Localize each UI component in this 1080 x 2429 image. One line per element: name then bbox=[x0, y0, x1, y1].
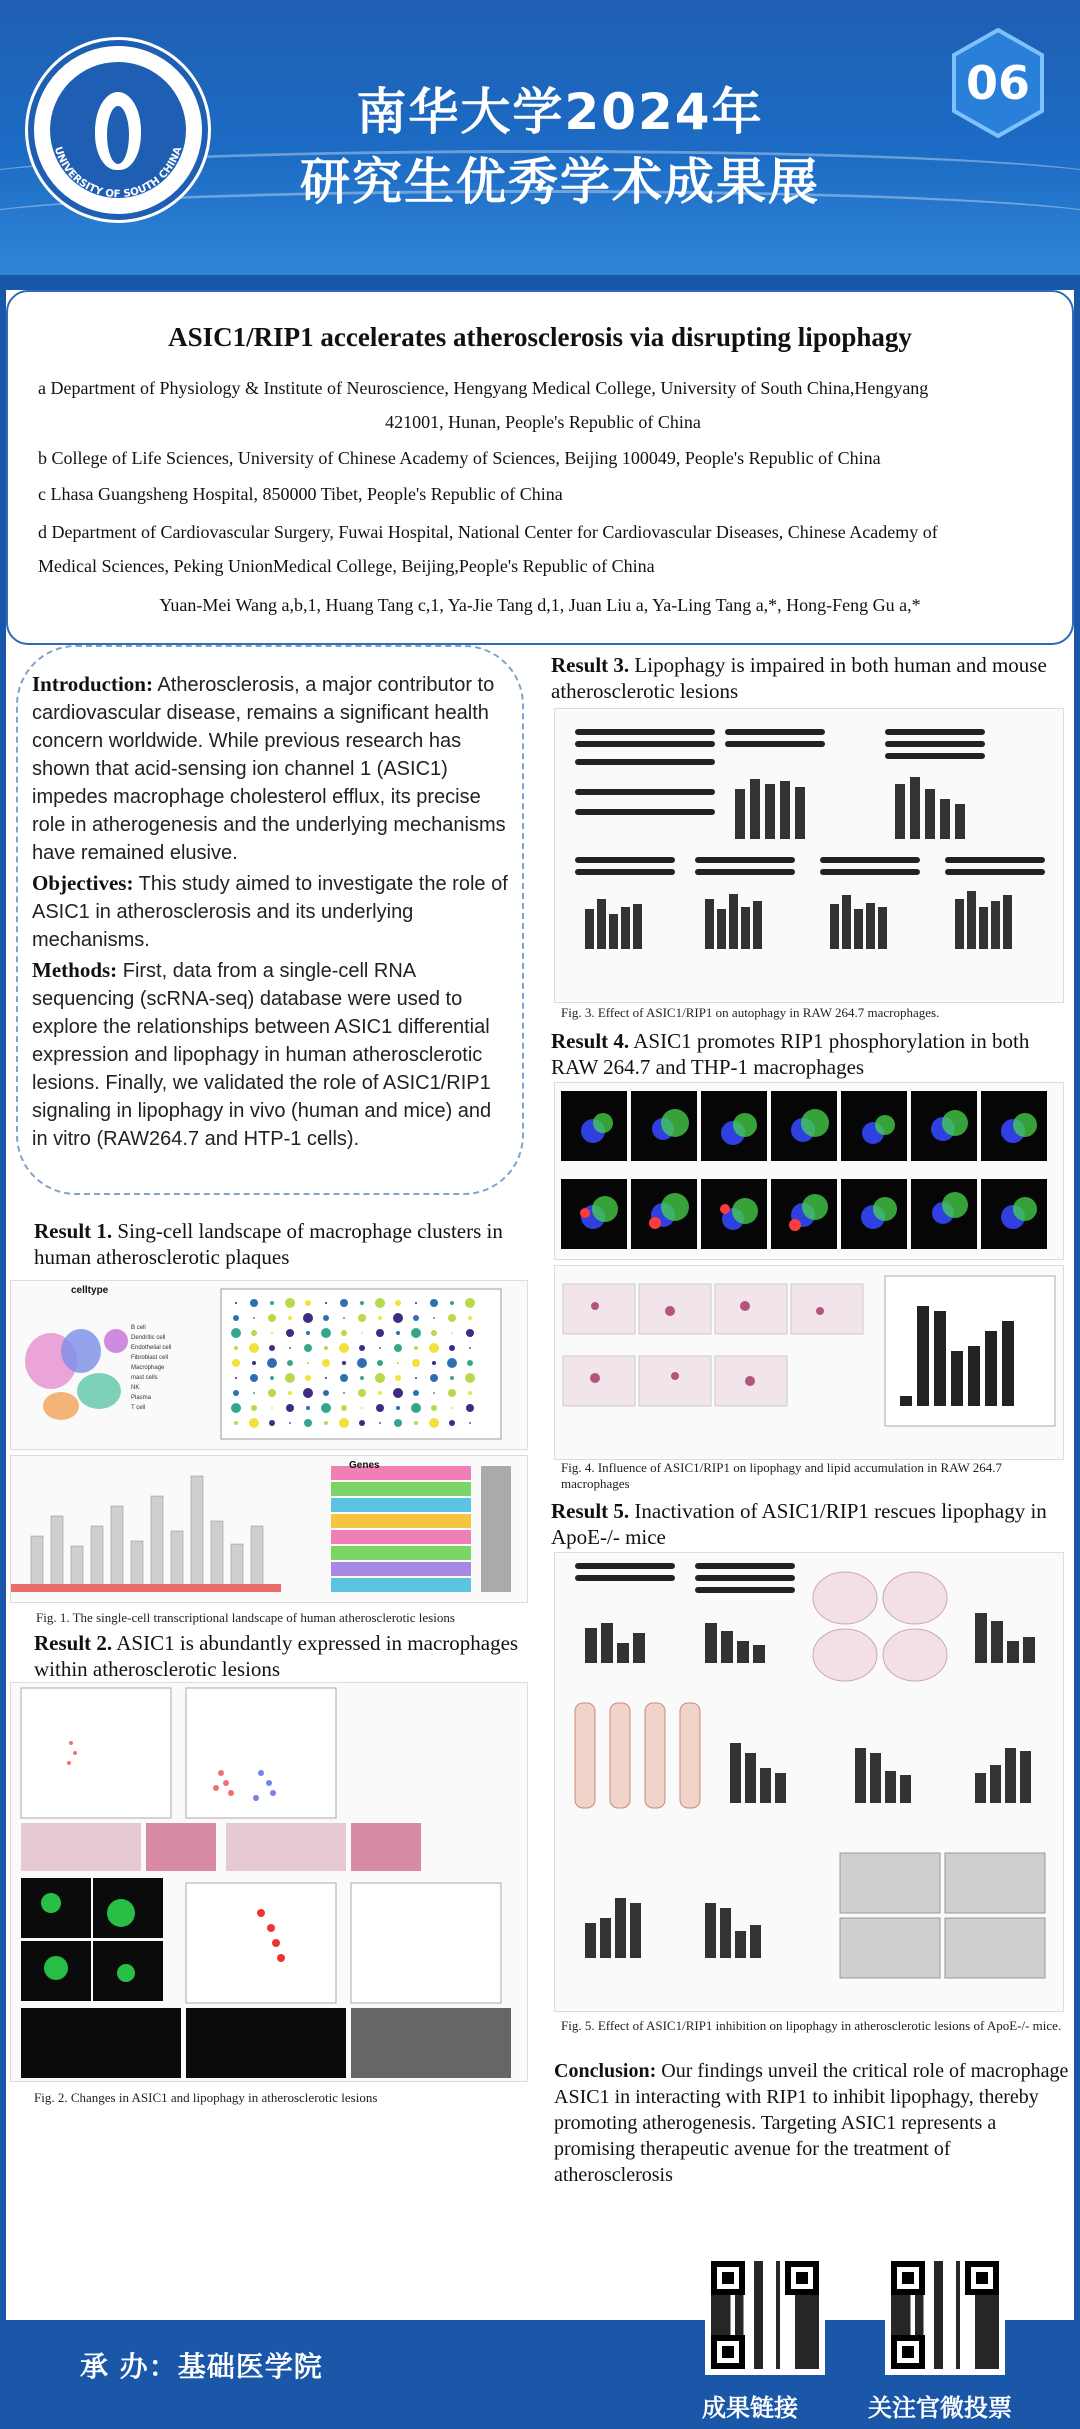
dotplot-dot bbox=[323, 1315, 329, 1321]
result4-label: Result 4. bbox=[551, 1029, 630, 1053]
fig1-caption: Fig. 1. The single-cell transcriptional landscape of human atherosclerotic lesions bbox=[36, 1610, 455, 1625]
dotplot-dot bbox=[285, 1373, 295, 1383]
dotplot-dot bbox=[269, 1420, 275, 1426]
dotplot-dot bbox=[414, 1421, 418, 1425]
dotplot-dot bbox=[359, 1420, 365, 1426]
exhibition-title-line2: 研究生优秀学术成果展 bbox=[300, 153, 820, 211]
dotplot-dot bbox=[375, 1298, 385, 1308]
dotplot-dot bbox=[303, 1388, 313, 1398]
result2-label: Result 2. bbox=[34, 1631, 113, 1655]
dotplot-dot bbox=[306, 1406, 310, 1410]
dotplot-dot bbox=[429, 1418, 439, 1428]
dotplot-dot bbox=[233, 1315, 239, 1321]
dotplot-dot bbox=[286, 1329, 294, 1337]
fig2-caption: Fig. 2. Changes in ASIC1 and lipophagy in atherosclerotic lesions bbox=[34, 2090, 378, 2105]
dotplot-dot bbox=[325, 1302, 327, 1304]
dotplot-dot bbox=[469, 1422, 471, 1424]
dotplot-dot bbox=[379, 1347, 381, 1349]
dotplot-dot bbox=[231, 1403, 241, 1413]
objectives-text: This study aimed to investigate the role of ASIC1 in atherosclerosis and its underlying mechanisms. bbox=[32, 873, 508, 951]
dotplot-dot bbox=[360, 1301, 364, 1305]
dotplot-dot bbox=[395, 1300, 401, 1306]
dotplot-dot bbox=[469, 1347, 471, 1349]
dotplot-dot bbox=[451, 1407, 453, 1409]
dotplot-dot bbox=[433, 1317, 435, 1319]
dotplot-dot bbox=[468, 1316, 472, 1320]
dotplot-dot bbox=[414, 1346, 418, 1350]
dotplot-dot bbox=[393, 1313, 403, 1323]
result5-title: Inactivation of ASIC1/RIP1 rescues lipophagy in ApoE-/- mice bbox=[551, 1499, 1047, 1549]
dotplot-dot bbox=[339, 1343, 349, 1353]
host-label: 主 办： bbox=[80, 2250, 178, 2283]
dotplot-dot bbox=[375, 1373, 385, 1383]
title-box bbox=[6, 290, 1074, 645]
dotplot-dot bbox=[267, 1358, 277, 1368]
dotplot-dot bbox=[396, 1406, 400, 1410]
dotplot-dot bbox=[450, 1376, 454, 1380]
dotplot-dot bbox=[253, 1392, 255, 1394]
dotplot-dot bbox=[269, 1345, 275, 1351]
result1-title: Sing-cell landscape of macrophage clusters in human atherosclerotic plaques bbox=[34, 1219, 503, 1269]
dotplot-dot bbox=[304, 1419, 312, 1427]
qr-code-vote[interactable] bbox=[885, 2255, 1005, 2375]
dotplot-dot bbox=[234, 1421, 238, 1425]
svg-text:Plasma: Plasma bbox=[131, 1395, 152, 1401]
fig1-celltype-label: celltype bbox=[71, 1285, 109, 1296]
dotplot-dot bbox=[271, 1332, 273, 1334]
dotplot-dot bbox=[251, 1405, 257, 1411]
result1-label: Result 1. bbox=[34, 1219, 113, 1243]
dotplot-dot bbox=[358, 1314, 366, 1322]
svg-text:T cell: T cell bbox=[131, 1405, 146, 1411]
dotplot-dot bbox=[342, 1361, 346, 1365]
dotplot-dot bbox=[268, 1314, 276, 1322]
affiliation-c: c Lhasa Guangsheng Hospital, 850000 Tibet, People's Republic of China bbox=[38, 484, 563, 504]
conclusion-label: Conclusion: bbox=[554, 2060, 657, 2082]
author-list: Yuan-Mei Wang a,b,1, Huang Tang c,1, Ya-Jie Tang d,1, Juan Liu a, Ya-Ling Tang a,*, Hong-Feng Gu a,* bbox=[159, 595, 921, 615]
dotplot-dot bbox=[360, 1376, 364, 1380]
dotplot-dot bbox=[234, 1346, 238, 1350]
dotplot-dot bbox=[250, 1374, 258, 1382]
host-name: 党委研究生工作部/研究生院 bbox=[177, 2250, 537, 2283]
dotplot-dot bbox=[249, 1343, 259, 1353]
svg-text:NK: NK bbox=[131, 1385, 140, 1391]
fig1-genes-label: Genes bbox=[349, 1460, 380, 1471]
dotplot-dot bbox=[465, 1373, 475, 1383]
dotplot-dot bbox=[232, 1359, 240, 1367]
dotplot-dot bbox=[415, 1377, 417, 1379]
dotplot-dot bbox=[451, 1332, 453, 1334]
dotplot-dot bbox=[397, 1362, 399, 1364]
result1-heading bbox=[34, 1218, 534, 1270]
paper-card bbox=[6, 290, 1074, 2320]
dotplot-dot bbox=[305, 1300, 311, 1306]
svg-text:B cell: B cell bbox=[131, 1325, 146, 1331]
fig4-caption: Fig. 4. Influence of ASIC1/RIP1 on lipophagy and lipid accumulation in RAW 264.7 macrophages bbox=[561, 1460, 1003, 1491]
svg-text:Macrophage: Macrophage bbox=[131, 1365, 165, 1371]
fig4-confocal-panels bbox=[554, 1082, 1064, 1260]
fig3-caption: Fig. 3. Effect of ASIC1/RIP1 on autophagy in RAW 264.7 macrophages. bbox=[561, 1005, 940, 1020]
dotplot-dot bbox=[430, 1374, 438, 1382]
dotplot-dot bbox=[306, 1331, 310, 1335]
dotplot-dot bbox=[395, 1375, 401, 1381]
methods-text: First, data from a single-cell RNA sequencing (scRNA-seq) database were used to explore the relationships between ASIC1 differential expression and lipophagy in human atherosclerotic lesions. Finally, we validated the role of ASIC1/RIP1 signaling in lipophagy in vivo (human and mice) and in vitro (RAW264.7 and HTP-1 cells). bbox=[32, 960, 492, 1150]
objectives-label: Objectives: bbox=[32, 871, 134, 895]
dotplot-dot bbox=[270, 1376, 274, 1380]
dotplot-dot bbox=[358, 1389, 366, 1397]
dotplot-dot bbox=[376, 1329, 384, 1337]
dotplot-dot bbox=[378, 1316, 382, 1320]
dotplot-dot bbox=[325, 1377, 327, 1379]
dotplot-dot bbox=[431, 1330, 437, 1336]
dotplot-dot bbox=[429, 1343, 439, 1353]
dotplot-dot bbox=[341, 1330, 347, 1336]
dotplot-dot bbox=[321, 1328, 331, 1338]
dotplot-dot bbox=[340, 1299, 348, 1307]
fig4-oil-red-panels bbox=[554, 1265, 1064, 1460]
logo-ring-text bbox=[34, 46, 202, 214]
dotplot-dot bbox=[343, 1317, 345, 1319]
result5-label: Result 5. bbox=[551, 1499, 630, 1523]
dotplot-dot bbox=[376, 1404, 384, 1412]
dotplot-dot bbox=[341, 1405, 347, 1411]
dotplot-dot bbox=[411, 1403, 421, 1413]
dotplot-dot bbox=[340, 1374, 348, 1382]
dotplot-dot bbox=[432, 1361, 436, 1365]
conclusion bbox=[554, 2058, 1069, 2188]
dotplot-dot bbox=[449, 1345, 455, 1351]
dotplot-dot bbox=[433, 1392, 435, 1394]
result3-heading bbox=[551, 652, 1071, 704]
dotplot-dot bbox=[465, 1298, 475, 1308]
result4-title: ASIC1 promotes RIP1 phosphorylation in both RAW 264.7 and THP-1 macrophages bbox=[551, 1029, 1030, 1079]
dotplot-dot bbox=[393, 1388, 403, 1398]
dotplot-dot bbox=[447, 1358, 457, 1368]
dotplot-dot bbox=[468, 1391, 472, 1395]
dotplot-dot bbox=[321, 1403, 331, 1413]
svg-text:UNIVERSITY OF SOUTH CHINA: UNIVERSITY OF SOUTH CHINA bbox=[51, 145, 185, 201]
methods-paragraph bbox=[32, 956, 512, 1153]
fig5-caption: Fig. 5. Effect of ASIC1/RIP1 inhibition on lipophagy in atherosclerotic lesions of ApoE-/- mice. bbox=[561, 2018, 1062, 2033]
dotplot-dot bbox=[250, 1299, 258, 1307]
affiliation-a-line1: a Department of Physiology & Institute of Neuroscience, Hengyang Medical College, University of South China,Hengyang bbox=[38, 378, 929, 398]
dotplot-dot bbox=[412, 1359, 420, 1367]
host-line bbox=[80, 2245, 537, 2285]
dotplot-dot bbox=[233, 1390, 239, 1396]
dotplot-dot bbox=[396, 1331, 400, 1335]
dotplot-dot bbox=[249, 1418, 259, 1428]
fig2-panels bbox=[10, 1682, 528, 2082]
fig1-bottom-panels bbox=[10, 1455, 528, 1603]
result2-title: ASIC1 is abundantly expressed in macrophages within atherosclerotic lesions bbox=[34, 1631, 519, 1681]
dotplot-dot bbox=[430, 1299, 438, 1307]
affiliation-d-line2: Medical Sciences, Peking UnionMedical College, Beijing,People's Republic of China bbox=[38, 556, 655, 576]
affiliation-a-line2: 421001, Hunan, People's Republic of China bbox=[385, 412, 701, 432]
dotplot-dot bbox=[268, 1389, 276, 1397]
dotplot-dot bbox=[413, 1315, 419, 1321]
dotplot-dot bbox=[466, 1329, 474, 1337]
introduction-paragraph bbox=[32, 670, 512, 867]
dotplot-dot bbox=[289, 1422, 291, 1424]
qr-vote-label: 关注官微投票 bbox=[868, 2394, 1012, 2422]
dotplot-dot bbox=[307, 1362, 309, 1364]
organizer-label: 承 办： bbox=[80, 2350, 178, 2383]
methods-label: Methods: bbox=[32, 958, 118, 982]
dotplot-dot bbox=[466, 1404, 474, 1412]
dotplot-dot bbox=[253, 1317, 255, 1319]
dotplot-dot bbox=[288, 1391, 292, 1395]
dotplot-dot bbox=[289, 1347, 291, 1349]
organizer-name: 基础医学院 bbox=[177, 2350, 323, 2383]
dotplot-dot bbox=[323, 1390, 329, 1396]
dotplot-dot bbox=[271, 1407, 273, 1409]
dotplot-dot bbox=[235, 1302, 237, 1304]
organizer-line bbox=[80, 2345, 323, 2385]
dotplot-dot bbox=[411, 1328, 421, 1338]
result2-heading bbox=[34, 1630, 534, 1682]
affiliation-d-line1: d Department of Cardiovascular Surgery, Fuwai Hospital, National Center for Cardiovascular Diseases, Chinese Academy of bbox=[38, 522, 938, 542]
dotplot-dot bbox=[324, 1421, 328, 1425]
introduction-text: Atherosclerosis, a major contributor to cardiovascular disease, remains a significant health concern worldwide. While previous research has shown that acid-sensing ion channel 1 (ASIC1) impedes macrophage cholesterol efflux, its precise role in atherogenesis and the underlying mechanisms have remained elusive. bbox=[32, 674, 506, 864]
dotplot-dot bbox=[270, 1301, 274, 1305]
dotplot-dot bbox=[252, 1361, 256, 1365]
badge-number: 06 bbox=[965, 56, 1030, 110]
dotplot-dot bbox=[303, 1313, 313, 1323]
introduction-label: Introduction: bbox=[32, 672, 153, 696]
dotplot-dot bbox=[449, 1420, 455, 1426]
dotplot-dot bbox=[339, 1418, 349, 1428]
dotplot-dot bbox=[304, 1344, 312, 1352]
dotplot-dot bbox=[379, 1422, 381, 1424]
svg-text:mast cells: mast cells bbox=[131, 1375, 158, 1381]
dotplot-dot bbox=[448, 1314, 456, 1322]
fig5-panels bbox=[554, 1552, 1064, 2012]
dotplot-dot bbox=[343, 1392, 345, 1394]
dotplot-dot bbox=[467, 1360, 473, 1366]
affiliation-b: b College of Life Sciences, University of Chinese Academy of Sciences, Beijing 100049, People's Republic of China bbox=[38, 448, 881, 468]
dotplot-dot bbox=[378, 1391, 382, 1395]
dotplot-dot bbox=[431, 1405, 437, 1411]
exhibition-title-line1: 南华大学2024年 bbox=[356, 83, 764, 141]
fig1-top-panels bbox=[10, 1280, 528, 1450]
dotplot-dot bbox=[286, 1404, 294, 1412]
qr-result-link-label: 成果链接 bbox=[702, 2394, 798, 2422]
university-logo bbox=[28, 40, 208, 220]
dotplot-dot bbox=[357, 1358, 367, 1368]
paper-title: ASIC1/RIP1 accelerates atherosclerosis via disrupting lipophagy bbox=[168, 322, 912, 352]
result3-title: Lipophagy is impaired in both human and mouse atherosclerotic lesions bbox=[551, 653, 1047, 703]
dotplot-dot bbox=[450, 1301, 454, 1305]
fig3-panels bbox=[554, 708, 1064, 1003]
conclusion-text: Our findings unveil the critical role of macrophage ASIC1 in interacting with RIP1 to inhibit lipophagy, thereby promoting atherogenesis. Targeting ASIC1 represents a promising therapeutic avenue for the treatment of atherosclerosis bbox=[554, 2060, 1069, 2186]
result3-label: Result 3. bbox=[551, 653, 630, 677]
dotplot-dot bbox=[288, 1316, 292, 1320]
dotplot-dot bbox=[448, 1389, 456, 1397]
dotplot-dot bbox=[322, 1359, 330, 1367]
dotplot-dot bbox=[377, 1360, 383, 1366]
number-badge bbox=[950, 28, 1046, 138]
svg-text:Endothelial cell: Endothelial cell bbox=[131, 1345, 172, 1351]
dotplot-dot bbox=[361, 1407, 363, 1409]
dotplot-dot bbox=[251, 1330, 257, 1336]
dotplot-dot bbox=[394, 1419, 402, 1427]
dotplot-dot bbox=[394, 1344, 402, 1352]
result5-heading bbox=[551, 1498, 1071, 1550]
objectives-paragraph bbox=[32, 869, 512, 954]
dotplot-dot bbox=[413, 1390, 419, 1396]
dotplot-dot bbox=[287, 1360, 293, 1366]
dotplot-dot bbox=[324, 1346, 328, 1350]
svg-text:Dendritic cell: Dendritic cell bbox=[131, 1335, 166, 1341]
poster-header bbox=[0, 0, 1080, 275]
dotplot-dot bbox=[231, 1328, 241, 1338]
result4-heading bbox=[551, 1028, 1071, 1080]
dotplot-dot bbox=[285, 1298, 295, 1308]
dotplot-dot bbox=[415, 1302, 417, 1304]
dotplot-dot bbox=[305, 1375, 311, 1381]
dotplot-dot bbox=[361, 1332, 363, 1334]
intro-section bbox=[32, 670, 512, 1155]
dotplot-dot bbox=[235, 1377, 237, 1379]
svg-text:Fibroblast cell: Fibroblast cell bbox=[131, 1355, 169, 1361]
dotplot-dot bbox=[359, 1345, 365, 1351]
qr-code-result-link[interactable] bbox=[705, 2255, 825, 2375]
